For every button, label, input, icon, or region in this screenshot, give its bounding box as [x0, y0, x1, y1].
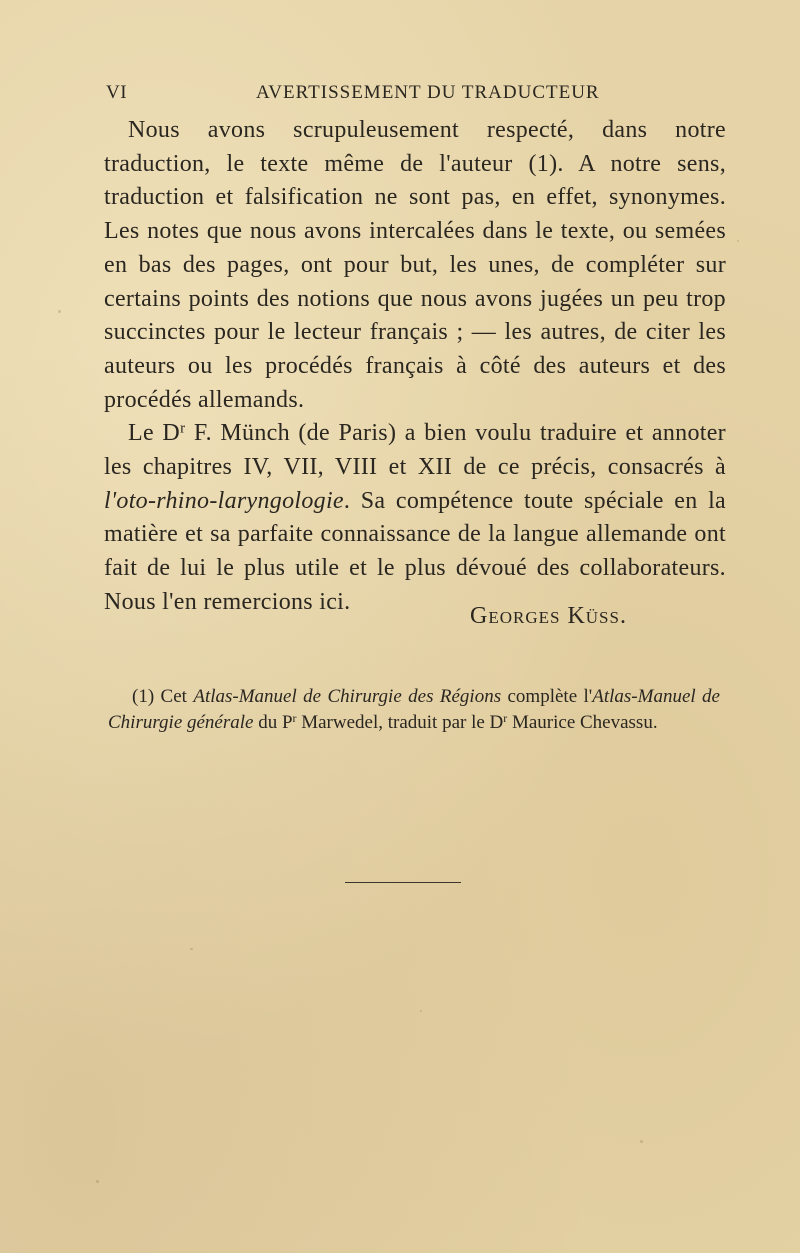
paper-speckle	[190, 948, 193, 950]
footnote-title-2: Atlas-Manuel de Chirurgie générale	[108, 686, 720, 733]
doctor-abbrev-superscript: r	[180, 420, 186, 437]
footnote-superscript-1: r	[292, 712, 297, 726]
paragraph-2-text-b: F. Münch (de Paris) a bien voulu traduire et annoter les chapitres IV, VII, VIII et XII de ce précis, consacrés à	[104, 420, 726, 481]
footnote-text-4: Marwedel, traduit par le D	[296, 712, 504, 733]
running-title: AVERTISSEMENT DU TRADUCTEUR	[256, 82, 600, 103]
paper-speckle	[737, 240, 739, 242]
paper-speckle	[96, 1180, 99, 1183]
footnote	[108, 684, 720, 736]
footnote-text-2: complète l'	[501, 686, 593, 707]
page-number: VI	[106, 82, 128, 103]
footnote-text-1: Cet	[154, 686, 194, 707]
paragraph-2	[104, 417, 726, 619]
paragraph-1-text-a: Nous avons scrupuleusement respecté, dans notre traduction, le texte même de l'auteur	[104, 117, 726, 177]
footnote-text-3: du P	[253, 712, 293, 733]
footnote-title-1: Atlas-Manuel de Chirurgie des Régions	[193, 686, 502, 707]
paragraph-1	[104, 114, 726, 417]
translator-signature: Georges Küss.	[470, 603, 627, 629]
paper-speckle	[640, 1140, 643, 1143]
body-text	[104, 114, 726, 620]
running-head	[106, 82, 726, 112]
footnote-superscript-2: r	[503, 712, 508, 726]
footnote-marker: (1)	[132, 686, 155, 707]
end-rule	[345, 882, 461, 883]
footnote-reference: (1)	[528, 150, 558, 177]
paper-speckle	[58, 310, 61, 313]
paper-speckle	[420, 1010, 422, 1012]
paragraph-1-text-b: . A notre sens, traduction et falsification ne sont pas, en effet, synonymes. Les notes que nous avons intercalées dans le texte, ou semées en bas des pages, ont pour but, les unes, de compléter sur certains points des notions que nous avons jugées un peu trop succinctes pour le lecteur français ; — les autres, de citer les auteurs ou les procédés français à côté des auteurs et des procédés allemands.	[104, 150, 726, 413]
specialty-italic: l'oto-rhino-laryngologie	[104, 487, 344, 514]
footnote-text	[108, 684, 720, 736]
paragraph-2-text-c: . Sa compétence toute spéciale en la matière et sa parfaite connaissance de la langue allemande ont fait de lui le plus utile et le plus dévoué des collaborateurs. Nous l'en remercions ici.	[104, 487, 726, 615]
paragraph-2-text-a: Le D	[128, 420, 181, 447]
footnote-text-5: Maurice Chevassu.	[507, 712, 658, 733]
